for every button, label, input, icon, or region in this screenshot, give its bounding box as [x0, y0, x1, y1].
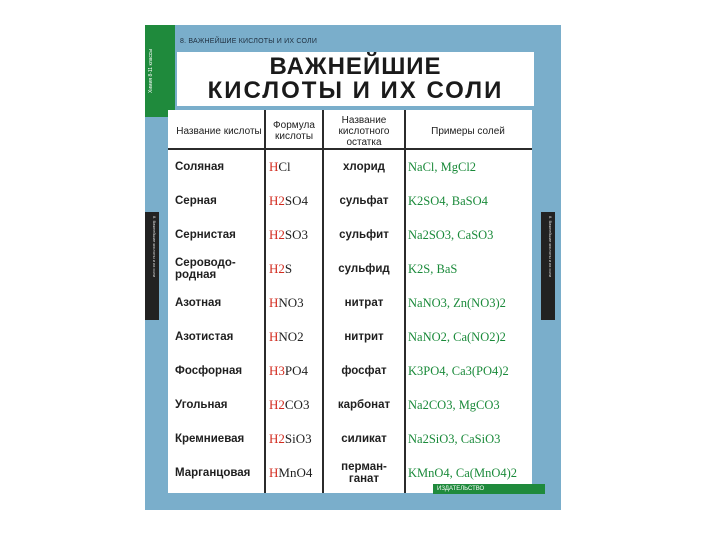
formula-residue: SiO3 — [284, 431, 312, 446]
right-side-text: 8. Важнейшие кислоты и их соли — [548, 216, 553, 278]
formula-hydrogen: H2 — [269, 193, 285, 208]
acid-name: Сернистая — [175, 229, 236, 241]
salt-examples: K2S, BaS — [408, 261, 458, 276]
residue-name: карбонат — [337, 399, 391, 411]
table-row — [168, 354, 532, 388]
residue-name: сульфат — [339, 195, 389, 207]
formula-residue: NO3 — [278, 295, 304, 310]
header-salt-examples: Примеры солей — [431, 125, 505, 137]
formula-hydrogen: H2 — [269, 227, 285, 242]
acid-formula — [269, 320, 323, 354]
title-line-2: КИСЛОТЫ И ИХ СОЛИ — [207, 77, 504, 104]
header-residue-name: Название кислотного остатка — [338, 114, 390, 148]
formula-hydrogen: H — [269, 329, 279, 344]
acid-name: Соляная — [175, 161, 225, 173]
table-row — [168, 422, 532, 456]
formula-hydrogen: H2 — [269, 431, 285, 446]
title-box — [177, 52, 534, 106]
formula-residue: SO3 — [284, 227, 309, 242]
salt-examples: K3PO4, Ca3(PO4)2 — [408, 363, 509, 378]
residue-name: силикат — [341, 433, 387, 445]
table-row — [168, 286, 532, 320]
table-row — [168, 184, 532, 218]
formula-hydrogen: H2 — [269, 397, 285, 412]
acid-formula — [269, 456, 323, 490]
table-row — [168, 252, 532, 286]
acid-name: Азотная — [175, 297, 222, 309]
publisher-logo — [433, 484, 545, 494]
formula-residue: NO2 — [278, 329, 304, 344]
acid-name: Серная — [175, 195, 217, 207]
header-acid-formula: Формула кислоты — [273, 120, 315, 142]
salt-examples: KMnO4, Ca(MnO4)2 — [408, 465, 518, 480]
residue-name: сульфид — [338, 263, 390, 275]
acid-formula — [269, 150, 323, 184]
left-side-text: 8. Важнейшие кислоты и их соли — [152, 216, 157, 278]
formula-residue: MnO4 — [278, 465, 313, 480]
acid-name: Марганцовая — [175, 467, 251, 479]
acid-name: Сероводо- родная — [175, 257, 236, 281]
formula-residue: Cl — [278, 159, 291, 174]
acid-formula — [269, 354, 323, 388]
salt-examples: K2SO4, BaSO4 — [408, 193, 488, 208]
salt-examples: NaNO3, Zn(NO3)2 — [408, 295, 506, 310]
residue-name: сульфит — [339, 229, 389, 241]
acid-formula — [269, 218, 323, 252]
title-line-1: ВАЖНЕЙШИЕ — [269, 53, 442, 80]
acid-name: Фосфорная — [175, 365, 243, 377]
acid-formula — [269, 388, 323, 422]
acid-formula — [269, 184, 323, 218]
table-row — [168, 388, 532, 422]
salt-examples: Na2SiO3, CaSiO3 — [408, 431, 501, 446]
acid-formula — [269, 286, 323, 320]
formula-residue: PO4 — [284, 363, 309, 378]
top-caption: 8. ВАЖНЕЙШИЕ КИСЛОТЫ И ИХ СОЛИ — [180, 38, 318, 45]
formula-hydrogen: H — [269, 159, 279, 174]
formula-hydrogen: H — [269, 465, 279, 480]
header-acid-name: Название кислоты — [176, 125, 262, 137]
acid-name: Кремниевая — [175, 433, 245, 445]
salt-examples: NaCl, MgCl2 — [408, 159, 477, 174]
left-side-tab — [145, 212, 159, 320]
table-row — [168, 320, 532, 354]
formula-residue: SO4 — [284, 193, 309, 208]
acid-formula — [269, 252, 323, 286]
formula-hydrogen: H3 — [269, 363, 285, 378]
acids-table — [168, 110, 532, 493]
table-row — [168, 150, 532, 184]
right-side-tab — [541, 212, 555, 320]
acid-formula — [269, 422, 323, 456]
side-tab-text: Химия 8-11 классы — [148, 48, 154, 94]
formula-hydrogen: H2 — [269, 261, 285, 276]
publisher-logo-text: ИЗДАТЕЛЬСТВО — [437, 486, 485, 492]
publisher-side-tab — [145, 25, 175, 117]
residue-name: перман- ганат — [341, 461, 387, 485]
residue-name: хлорид — [343, 161, 385, 173]
salt-examples: Na2SO3, CaSO3 — [408, 227, 494, 242]
formula-residue: S — [284, 261, 293, 276]
formula-residue: CO3 — [284, 397, 310, 412]
salt-examples: NaNO2, Ca(NO2)2 — [408, 329, 506, 344]
residue-name: нитрит — [344, 331, 384, 343]
table-row — [168, 218, 532, 252]
residue-name: фосфат — [341, 365, 387, 377]
acid-name: Угольная — [175, 399, 228, 411]
residue-name: нитрат — [344, 297, 384, 309]
salt-examples: Na2CO3, MgCO3 — [408, 397, 500, 412]
formula-hydrogen: H — [269, 295, 279, 310]
acid-name: Азотистая — [175, 331, 234, 343]
